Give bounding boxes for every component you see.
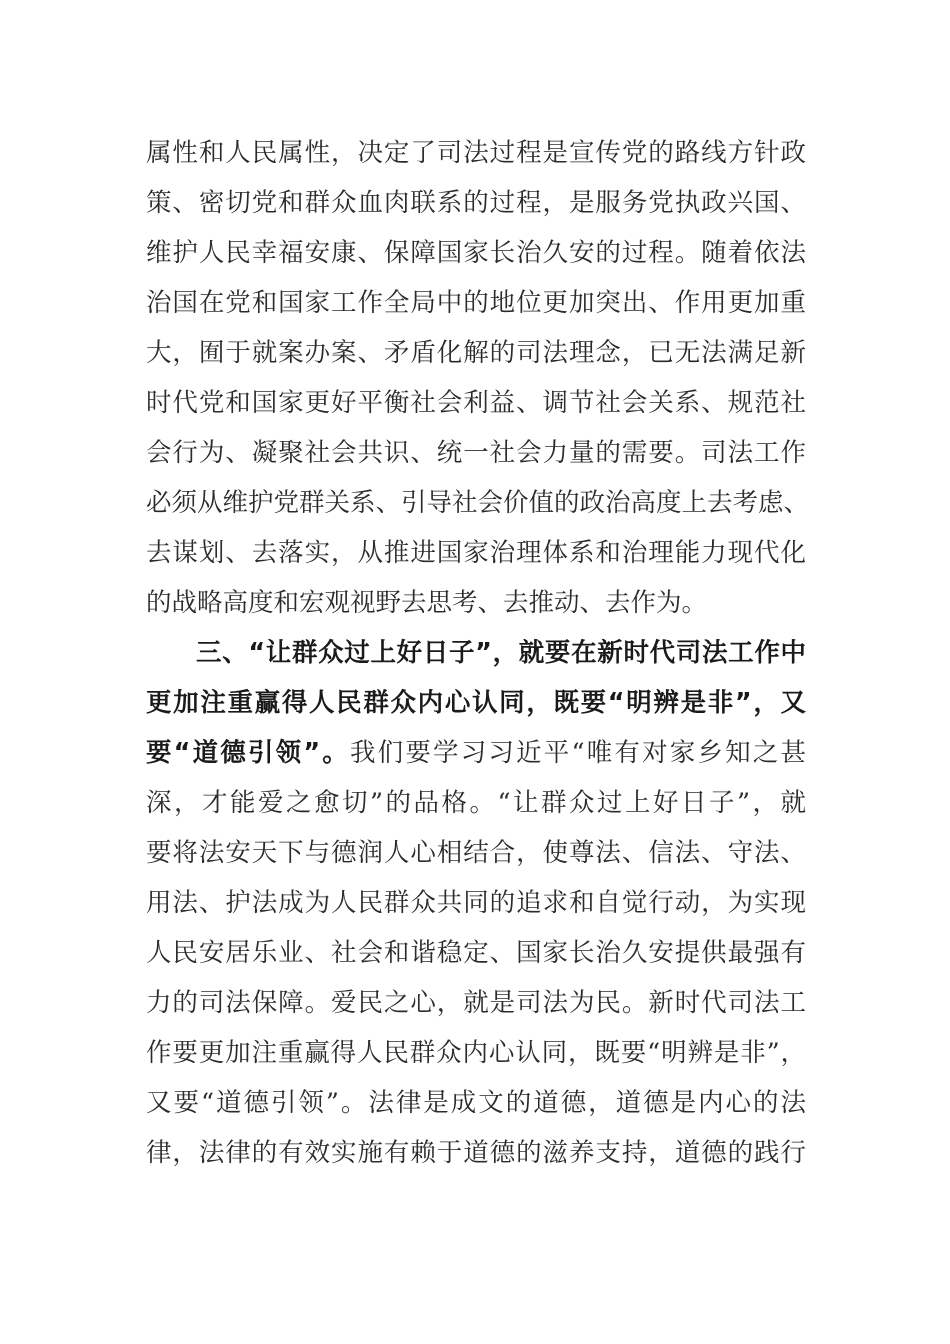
text-line: 维护人民幸福安康、保障国家长治久安的过程。随着依法 <box>146 238 806 268</box>
section-heading-line: 三、“让群众过上好日子”，就要在新时代司法工作中 <box>196 638 806 668</box>
text-line: 大，囿于就案办案、矛盾化解的司法理念，已无法满足新 <box>146 338 806 368</box>
text-line: 会行为、凝聚社会共识、统一社会力量的需要。司法工作 <box>146 438 806 468</box>
text-line: 属性和人民属性，决定了司法过程是宣传党的路线方针政 <box>146 138 806 168</box>
text-line: 又要“道德引领”。法律是成文的道德，道德是内心的法 <box>146 1088 806 1118</box>
text-line: 作要更加注重赢得人民群众内心认同，既要“明辨是非”， <box>146 1038 806 1068</box>
text-line: 深，才能爱之愈切”的品格。“让群众过上好日子”，就 <box>146 788 806 818</box>
body-text <box>146 128 810 1178</box>
text-line-rest: 我们要学习习近平“唯有对家乡知之甚 <box>350 738 806 768</box>
text-line: 治国在党和国家工作全局中的地位更加突出、作用更加重 <box>146 288 806 318</box>
section-three-paragraph <box>146 628 806 1178</box>
section-heading-line: 更加注重赢得人民群众内心认同，既要“明辨是非”，又 <box>146 688 806 718</box>
mixed-line <box>146 728 806 778</box>
text-line: 要将法安天下与德润人心相结合，使尊法、信法、守法、 <box>146 838 806 868</box>
text-line: 人民安居乐业、社会和谐稳定、国家长治久安提供最强有 <box>146 938 806 968</box>
text-line: 去谋划、去落实，从推进国家治理体系和治理能力现代化 <box>146 538 806 568</box>
text-line: 用法、护法成为人民群众共同的追求和自觉行动，为实现 <box>146 888 806 918</box>
text-line: 的战略高度和宏观视野去思考、去推动、去作为。 <box>146 588 708 618</box>
section-heading-tail: 要“道德引领”。 <box>146 738 350 768</box>
paragraph-continuation <box>146 128 810 628</box>
text-line: 律，法律的有效实施有赖于道德的滋养支持，道德的践行 <box>146 1138 806 1168</box>
text-line: 必须从维护党群关系、引导社会价值的政治高度上去考虑、 <box>146 488 810 518</box>
text-line: 力的司法保障。爱民之心，就是司法为民。新时代司法工 <box>146 988 806 1018</box>
text-line: 时代党和国家更好平衡社会利益、调节社会关系、规范社 <box>146 388 806 418</box>
text-line: 策、密切党和群众血肉联系的过程，是服务党执政兴国、 <box>146 188 806 218</box>
